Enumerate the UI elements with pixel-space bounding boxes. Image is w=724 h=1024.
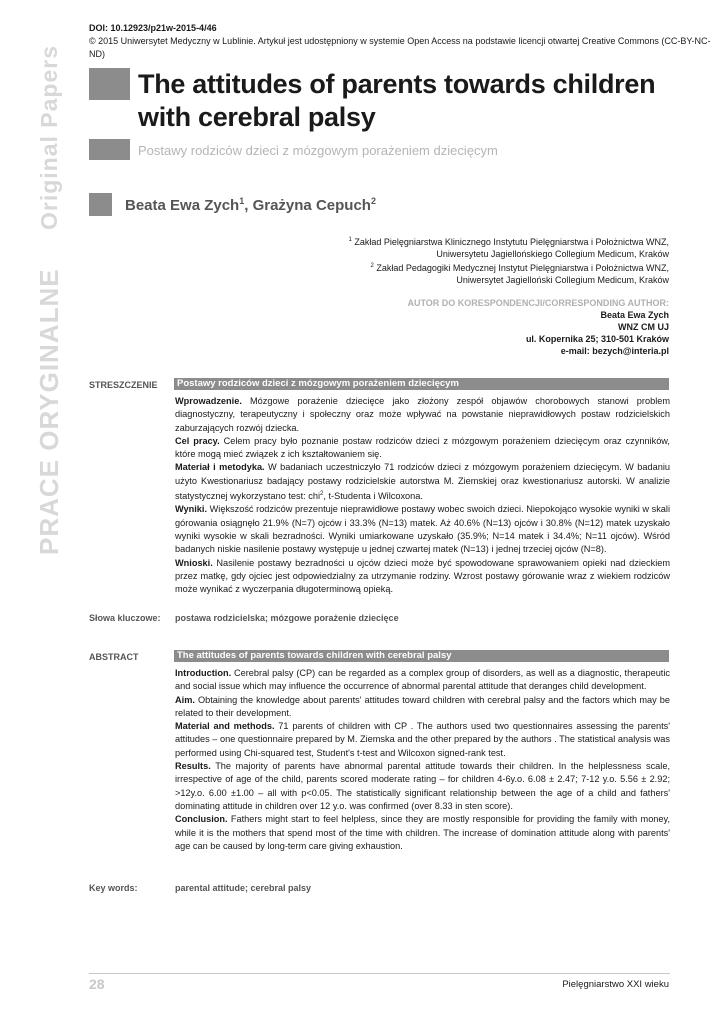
author-affiliation-mark: 2 xyxy=(370,196,376,206)
abstract-paragraph xyxy=(175,720,670,760)
author-separator: , xyxy=(244,197,253,214)
correspondence-email[interactable]: e-mail: bezych@interia.pl xyxy=(560,346,669,356)
affiliation-line xyxy=(269,234,669,248)
keywords-pl-label: Słowa kluczowe: xyxy=(89,613,161,623)
abstract-paragraph xyxy=(175,395,670,435)
affiliation-line: Uniwersytet Jagielloński Collegium Medicum, Kraków xyxy=(456,275,669,285)
paragraph-label: Introduction. xyxy=(175,668,232,678)
streszczenie-body xyxy=(175,395,670,597)
keywords-en-label: Key words: xyxy=(89,883,138,893)
paragraph-label: Conclusion. xyxy=(175,814,228,825)
keywords-pl-value: postawa rodzicielska; mózgowe porażenie dziecięce xyxy=(175,613,399,623)
affiliation-line: Uniwersytetu Jagiellońskiego Collegium Medicum, Kraków xyxy=(436,249,669,259)
affiliation-mark: 2 xyxy=(370,263,374,269)
author-affiliation-mark: 1 xyxy=(239,196,245,206)
article-header-meta xyxy=(89,22,724,61)
paragraph-label: Aim. xyxy=(175,694,195,705)
authors-accent-block xyxy=(89,193,112,216)
paragraph-label: Cel pracy. xyxy=(175,435,220,446)
streszczenie-heading: Postawy rodziców dzieci z mózgowym porażeniem dziecięcym xyxy=(174,378,669,390)
paragraph-text: Nasilenie postawy bezradności u ojców dzieci może być spowodowane sprawowaniem opieki nad dzieckiem przez matkę, gdy ojciec jest odpowiedzialny za utrzymanie rodziny. Wzrost postawy górowanie wraz z wiekiem rodziców może wynikać z wyczerpania długoterminową opieką. xyxy=(175,557,670,595)
streszczenie-label: STRESZCZENIE xyxy=(89,380,158,390)
side-section-label xyxy=(32,44,68,560)
subtitle-accent-block xyxy=(89,139,130,160)
paragraph-text: Mózgowe porażenie dziecięce jako złożony zespół objawów chorobowych stanowi problem diagnostyczny, terapeutyczny i społeczny oraz może wpływać na powstanie nieprawidłowych postaw rodzicielskich zaburzających rozwój dziecka. xyxy=(175,396,670,433)
paragraph-text: Fathers might start to feel helpless, since they are mostly responsible for providing the family with money, while it is the mothers that spend most of the time with children. The increase of domination attitude along with parents' age can be caused by long-term care giving exhaustion. xyxy=(175,814,670,851)
keywords-en-value: parental attitude; cerebral palsy xyxy=(175,883,312,893)
superscript: 2 xyxy=(320,491,324,498)
paragraph-label: Materiał i metodyka. xyxy=(175,462,265,473)
journal-name: Pielęgniarstwo XXI wieku xyxy=(562,979,669,990)
correspondence-block xyxy=(269,297,669,357)
paragraph-text: Cerebral palsy (CP) can be regarded as a complex group of disorders, as well as a diagnostic, therapeutic and social issue which may influence the occurrence of abnormal parental attitude that deranges child development. xyxy=(175,668,670,692)
correspondence-unit: WNZ CM UJ xyxy=(618,322,669,332)
paragraph-text: Obtaining the knowledge about parents' attitudes toward children with cerebral palsy and the factors which may be related to their development. xyxy=(175,694,670,718)
affiliation-text: Zakład Pielęgniarstwa Klinicznego Instytutu Pielęgniarstwa i Położnictwa WNZ, xyxy=(354,237,669,247)
paragraph-text: Celem pracy było poznanie postaw rodziców dzieci z mózgowym porażeniem dziecięcym oraz czynników, które mogą mieć związek z ich kształtowaniem się. xyxy=(175,435,670,460)
paragraph-text: The majority of parents have abnormal parental attitude towards their children. In the helplessness scale, irrespective of age of the child, parents scored moderate rating – for children 4-6y.o. 6.08 ± 2.47; 7-12 y.o. 5.56 ± 2.92; >12y.o. 6.00 ±1.00 – all with p<0.05. The statistically significant relationship between the age of a child and fathers' dominating attitude in children over 12 y.o. was confirmed (over 8.33 in sten score). xyxy=(175,761,670,811)
abstract-paragraph xyxy=(175,760,670,813)
affiliation-text: Zakład Pedagogiki Medycznej Instytut Pielęgniarstwa i Położnictwa WNZ, xyxy=(376,263,669,273)
footer-divider xyxy=(89,973,670,974)
correspondence-address: ul. Kopernika 25; 310-501 Kraków xyxy=(525,334,669,344)
abstract-paragraph xyxy=(175,667,670,694)
side-label-english: Original Papers xyxy=(36,44,62,230)
paragraph-text: , t-Studenta i Wilcoxona. xyxy=(323,491,423,502)
title-accent-block xyxy=(89,68,130,100)
license-note: © 2015 Uniwersytet Medyczny w Lublinie. Artykuł jest udostępniony w systemie Open Access na podstawie licencji otwartej Creative Commons (CC-BY-NC-ND) xyxy=(89,36,711,59)
paragraph-text: W badaniach uczestniczyło 71 rodziców dzieci z mózgowym porażeniem dziecięcym. W badaniu użyto Kwestionariusz badający postawy rodzicielskie autorstwa M. Ziemskiej oraz kwestionariusz autorski. W analizie statystycznej wykorzystano test: chi xyxy=(175,462,670,502)
abstract-paragraph xyxy=(175,813,670,853)
abstract-heading: The attitudes of parents towards children with cerebral palsy xyxy=(174,650,669,662)
correspondence-name: Beata Ewa Zych xyxy=(600,310,669,320)
paragraph-label: Wyniki. xyxy=(175,504,207,515)
abstract-body xyxy=(175,667,670,853)
author-name: Grażyna Cepuch xyxy=(252,197,371,214)
correspondence-label: AUTOR DO KORESPONDENCJI/CORRESPONDING AUTHOR: xyxy=(407,298,669,308)
affiliations xyxy=(269,234,669,286)
side-label-polish: PRACE ORYGINALNE xyxy=(34,268,64,555)
paragraph-label: Wnioski. xyxy=(175,557,213,568)
page-number: 28 xyxy=(89,976,105,992)
abstract-paragraph xyxy=(175,435,670,462)
title-line-2: with cerebral palsy xyxy=(138,102,376,132)
abstract-paragraph xyxy=(175,461,670,503)
author-name: Beata Ewa Zych xyxy=(125,197,240,214)
article-subtitle: Postawy rodziców dzieci z mózgowym porażeniem dziecięcym xyxy=(138,143,498,158)
doi: DOI: 10.12923/p21w-2015-4/46 xyxy=(89,23,217,33)
abstract-paragraph xyxy=(175,694,670,721)
paragraph-label: Wprowadzenie. xyxy=(175,396,242,406)
paragraph-text: Większość rodziców prezentuje nieprawidłowe postawy wobec swoich dzieci. Niepokojąco wysokie wyniki w skali górowania osiągnęło 21.9% (N=7) ojców i 33.3% (N=13) matek. Aż 40.6% (N=13) ojców i 30.8% (N=12) matek uzyskało wyniki wysokie w skali bezradności. Wyniki umiarkowane uzyskało (35.9%; N=14 matek i 34.4%; N=11 ojców). Wśród badanych niskie nasilenie postawy występuje u jednej czwartej matek (N=13) i jednej trzeciej ojców (N=8). xyxy=(175,504,670,555)
abstract-paragraph xyxy=(175,557,670,597)
author-list xyxy=(125,196,376,214)
article-title xyxy=(138,68,668,134)
abstract-paragraph xyxy=(175,503,670,556)
abstract-label: ABSTRACT xyxy=(89,652,139,662)
paragraph-label: Material and methods. xyxy=(175,721,275,732)
affiliation-line xyxy=(269,260,669,274)
title-line-1: The attitudes of parents towards children xyxy=(138,69,656,99)
paragraph-text: 71 parents of children with CP . The authors used two questionnaires assessing the parents' attitudes – one questionnaire prepared by M. Ziemska and the other prepared by the authors . The statistical analysis was performed using Chi-squared test, Student's t-test and Wilcoxon signed-rank test. xyxy=(175,721,670,758)
affiliation-mark: 1 xyxy=(348,237,352,243)
paragraph-label: Results. xyxy=(175,761,211,772)
